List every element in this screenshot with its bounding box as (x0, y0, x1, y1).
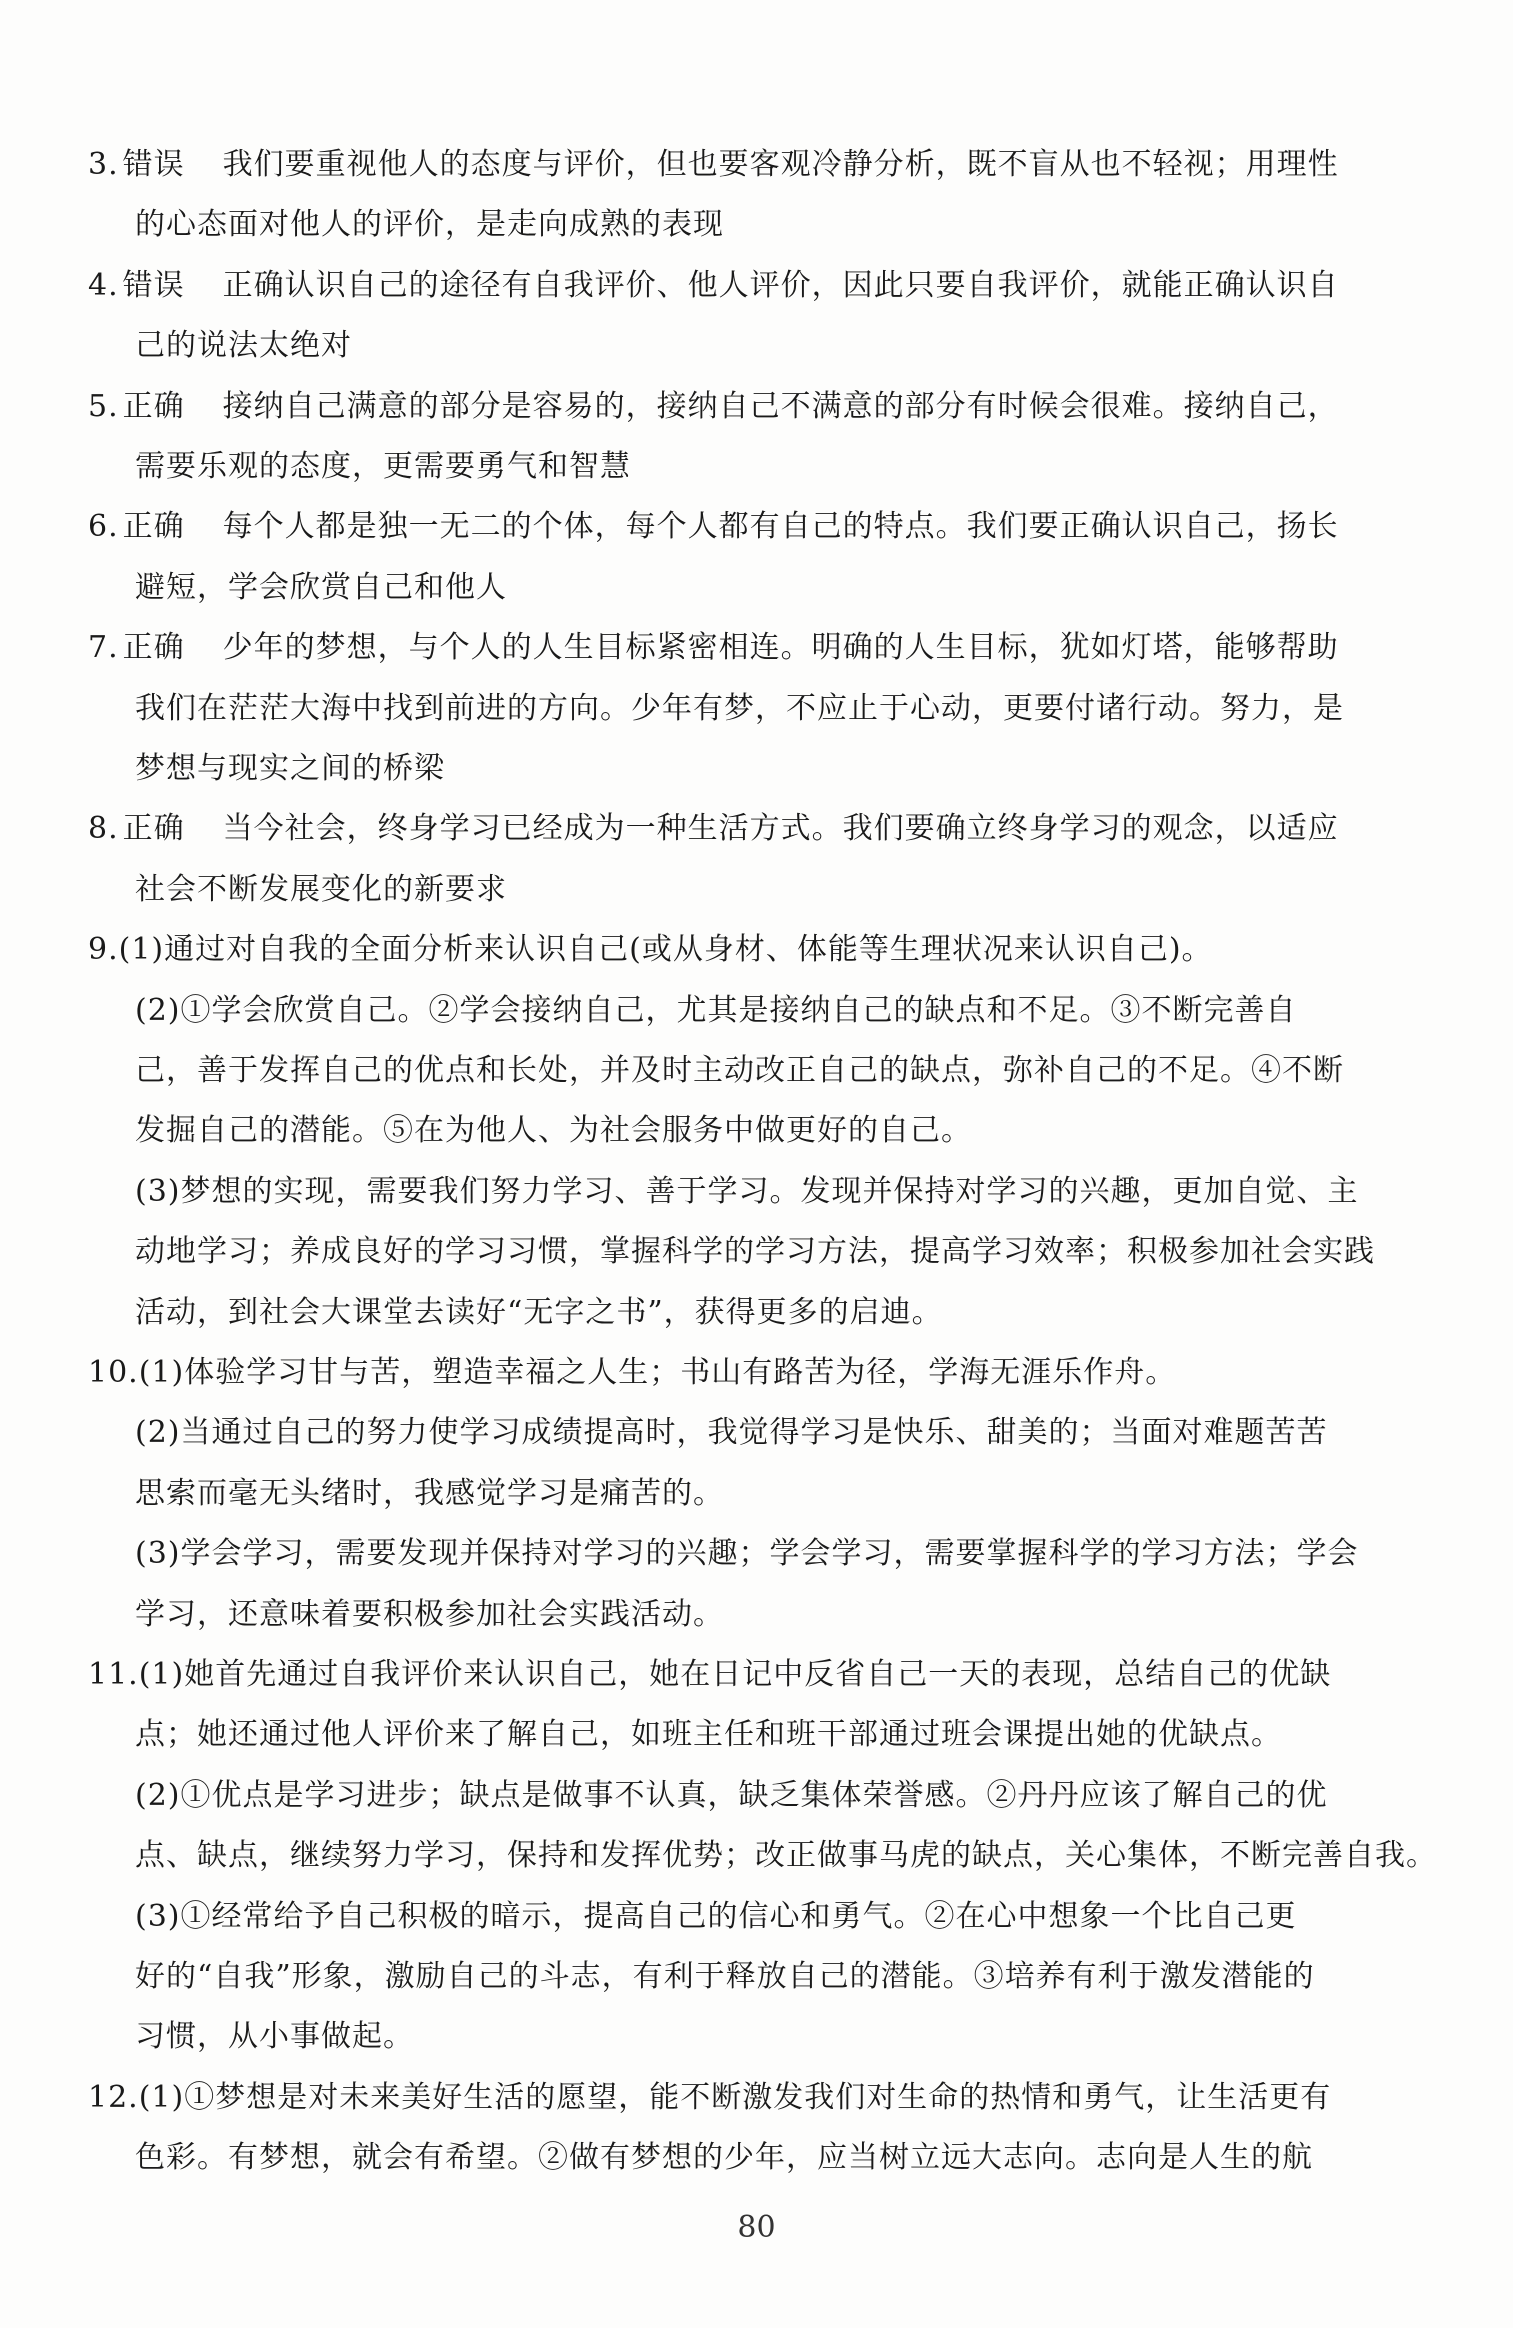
answer-text: (2)①学会欣赏自己。②学会接纳自己，尤其是接纳自己的缺点和不足。③不断完善自 (135, 992, 1297, 1028)
answer-line (88, 930, 1213, 970)
answer-line (135, 1776, 1328, 1816)
answer-text: (1)体验学习甘与苦，塑造幸福之人生；书山有路苦为径，学海无涯乐作舟。 (138, 1355, 1177, 1390)
answer-line (88, 387, 1339, 427)
answer-text: 活动，到社会大课堂去读好“无字之书”，获得更多的启迪。 (135, 1294, 943, 1330)
answer-text: 发掘自己的潜能。⑤在为他人、为社会服务中做更好的自己。 (135, 1113, 972, 1149)
answer-line (88, 628, 1339, 668)
answer-text: (3)①经常给予自己积极的暗示，提高自己的信心和勇气。②在心中想象一个比自己更 (135, 1898, 1297, 1934)
answer-line (135, 205, 724, 245)
answer-line (88, 145, 1339, 185)
answer-text: (2)当通过自己的努力使学习成绩提高时，我觉得学习是快乐、甜美的；当面对难题苦苦 (135, 1415, 1328, 1451)
question-number: 11. (88, 1657, 139, 1692)
answer-text: 习惯，从小事做起。 (135, 2019, 414, 2055)
answer-line (135, 1957, 1315, 1997)
answer-text: (3)梦想的实现，需要我们努力学习、善于学习。发现并保持对学习的兴趣，更加自觉、主 (135, 1173, 1359, 1209)
answer-line (135, 1051, 1344, 1091)
question-number: 9. (88, 932, 119, 968)
answer-text: 需要乐观的态度，更需要勇气和智慧 (135, 449, 631, 484)
page-number: 80 (737, 2210, 776, 2245)
answer-line (88, 507, 1339, 547)
answer-text: (1)通过对自我的全面分析来认识自己(或从身材、体能等生理状况来认识自己)。 (118, 932, 1213, 968)
answer-line (135, 2138, 1313, 2178)
answer-line (135, 749, 445, 789)
question-number: 8. (88, 811, 119, 847)
answer-line (135, 1715, 1282, 1755)
question-number: 6. (88, 509, 119, 545)
answer-text: 社会不断发展变化的新要求 (135, 871, 507, 907)
answer-line (88, 266, 1339, 306)
answer-line (135, 2017, 414, 2057)
answer-line (135, 1172, 1359, 1212)
question-number: 10. (88, 1355, 139, 1390)
answer-line (135, 991, 1297, 1031)
question-number: 3. (88, 147, 119, 182)
answer-text: 当今社会，终身学习已经成为一种生活方式。我们要确立终身学习的观念，以适应 (222, 811, 1339, 847)
answer-line (135, 1293, 943, 1333)
answer-text: 点；她还通过他人评价来了解自己，如班主任和班干部通过班会课提出她的优缺点。 (135, 1717, 1282, 1753)
verdict-label: 错误 (122, 147, 185, 182)
answer-line (135, 870, 507, 910)
answer-line (135, 1232, 1375, 1272)
answer-line (88, 2078, 1331, 2118)
answer-line (135, 1836, 1437, 1876)
answer-line (135, 568, 507, 608)
answer-text: 色彩。有梦想，就会有希望。②做有梦想的少年，应当树立远大志向。志向是人生的航 (135, 2140, 1313, 2176)
answer-text: 动地学习；养成良好的学习习惯，掌握科学的学习方法，提高学习效率；积极参加社会实践 (135, 1234, 1375, 1270)
question-number: 7. (88, 630, 119, 666)
answer-text: 正确认识自己的途径有自我评价、他人评价，因此只要自我评价，就能正确认识自 (222, 267, 1339, 303)
answer-line (88, 809, 1339, 849)
answer-text: 接纳自己满意的部分是容易的，接纳自己不满意的部分有时候会很难。接纳自己， (222, 388, 1339, 424)
answer-text: (1)她首先通过自我评价来认识自己，她在日记中反省自己一天的表现，总结自己的优缺 (138, 1657, 1332, 1692)
question-number: 5. (88, 388, 119, 424)
answer-line (135, 1111, 972, 1151)
answer-line (135, 1897, 1297, 1937)
question-number: 12. (88, 2079, 139, 2115)
answer-text: 己，善于发挥自己的优点和长处，并及时主动改正自己的缺点，弥补自己的不足。④不断 (135, 1053, 1344, 1088)
answer-line (135, 1595, 724, 1635)
answer-text: 的心态面对他人的评价，是走向成熟的表现 (135, 207, 724, 243)
verdict-label: 正确 (122, 509, 185, 545)
answer-line (135, 689, 1344, 729)
question-number: 4. (88, 267, 119, 303)
answer-text: 己的说法太绝对 (135, 328, 352, 364)
answer-line (135, 326, 352, 366)
verdict-label: 正确 (122, 388, 185, 424)
answer-text: 学习，还意味着要积极参加社会实践活动。 (135, 1596, 724, 1632)
answer-line (135, 1413, 1328, 1453)
answer-line (88, 1655, 1331, 1695)
answer-text: 思索而毫无头绪时，我感觉学习是痛苦的。 (135, 1475, 724, 1511)
answer-line (135, 447, 631, 487)
verdict-label: 错误 (122, 267, 185, 303)
answer-text: 少年的梦想，与个人的人生目标紧密相连。明确的人生目标，犹如灯塔，能够帮助 (222, 630, 1339, 666)
answer-text: 我们要重视他人的态度与评价，但也要客观冷静分析，既不盲从也不轻视；用理性 (222, 147, 1339, 182)
verdict-label: 正确 (122, 811, 185, 847)
answer-text: (1)①梦想是对未来美好生活的愿望，能不断激发我们对生命的热情和勇气，让生活更有 (138, 2079, 1332, 2115)
answer-line (135, 1474, 724, 1514)
answer-line (88, 1353, 1176, 1393)
answer-text: 好的“自我”形象，激励自己的斗志，有利于释放自己的潜能。③培养有利于激发潜能的 (135, 1959, 1315, 1994)
answer-text: (3)学会学习，需要发现并保持对学习的兴趣；学会学习，需要掌握科学的学习方法；学会 (135, 1536, 1359, 1572)
verdict-label: 正确 (122, 630, 185, 666)
answer-text: 每个人都是独一无二的个体，每个人都有自己的特点。我们要正确认识自己，扬长 (222, 509, 1339, 545)
answer-text: 我们在茫茫大海中找到前进的方向。少年有梦，不应止于心动，更要付诸行动。努力，是 (135, 690, 1344, 726)
answer-text: 梦想与现实之间的桥梁 (135, 751, 445, 786)
answer-text: (2)①优点是学习进步；缺点是做事不认真，缺乏集体荣誉感。②丹丹应该了解自己的优 (135, 1777, 1328, 1813)
answer-line (135, 1534, 1359, 1574)
answer-text: 避短，学会欣赏自己和他人 (135, 569, 507, 605)
answer-text: 点、缺点，继续努力学习，保持和发挥优势；改正做事马虎的缺点，关心集体，不断完善自我。 (135, 1838, 1437, 1874)
